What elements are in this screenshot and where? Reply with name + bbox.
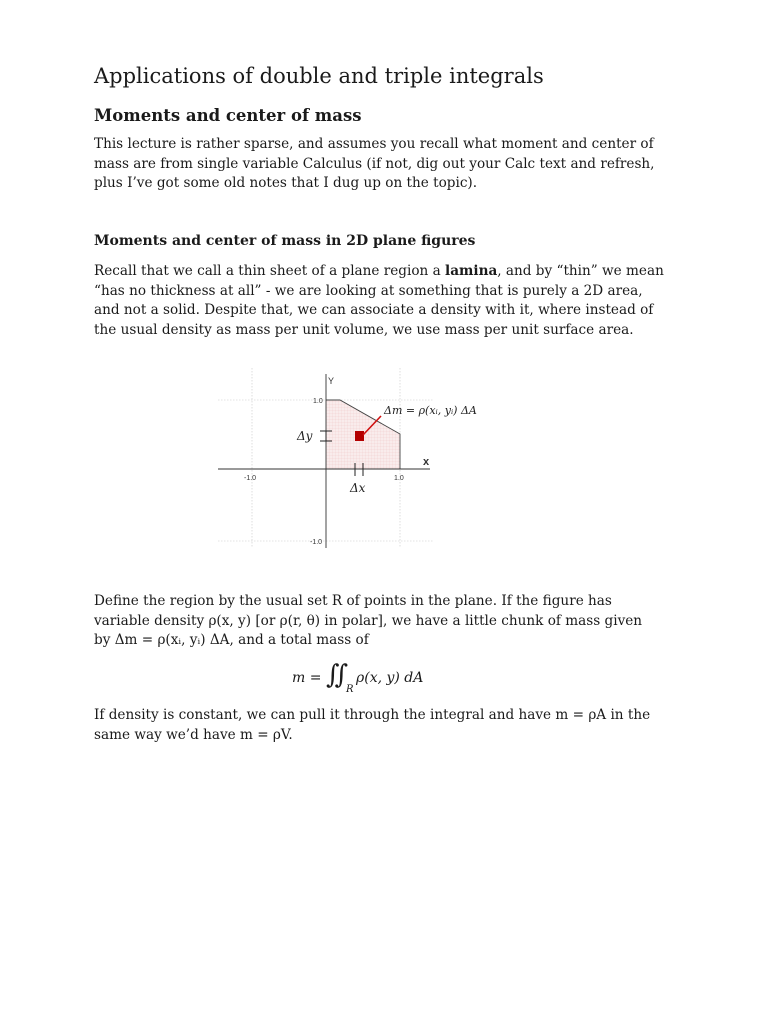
text-span: , and by “thin” we mean <box>497 263 664 279</box>
text-line: the usual density as mass per unit volume, we use mass per unit surface area. <box>94 321 634 338</box>
equation-integrand: ρ(x, y) dA <box>356 670 424 686</box>
double-integral-sign: ∬ <box>326 660 349 690</box>
text-line: by Δm = ρ(xᵢ, yᵢ) ΔA, and a total mass of <box>94 632 369 649</box>
text-line <box>94 262 664 282</box>
tick-label-y-bottom: -1.0 <box>310 539 323 546</box>
tick-label-x-right: 1.0 <box>394 475 404 482</box>
page-title: Applications of double and triple integrals <box>94 64 544 88</box>
section-heading: Moments and center of mass <box>94 106 362 125</box>
text-line: variable density ρ(x, y) [or ρ(r, θ) in polar], we have a little chunk of mass given <box>94 612 643 629</box>
delta-y-label: Δy <box>297 429 313 443</box>
mass-equation <box>290 660 490 700</box>
text-line: and not a solid. Despite that, we can associate a density with it, where instead of <box>94 302 654 319</box>
y-axis-label: Y <box>328 376 335 386</box>
text-span: Recall that we call a thin sheet of a plane region a <box>94 263 446 279</box>
subsection-heading: Moments and center of mass in 2D plane figures <box>94 233 476 249</box>
tick-label-y-top: 1.0 <box>313 398 323 405</box>
intro-paragraph <box>94 135 655 194</box>
text-line: “has no thickness at all” - we are looking at something that is purely a 2D area, <box>94 282 643 299</box>
text-line: plus I’ve got some old notes that I dug up on the topic). <box>94 175 478 192</box>
constant-density-paragraph <box>94 706 651 745</box>
bold-term: lamina <box>445 263 498 279</box>
text-line: If density is constant, we can pull it through the integral and have m = ρA in the <box>94 707 651 723</box>
region-paragraph <box>94 592 643 651</box>
delta-m-label: Δm = ρ(xᵢ, yᵢ) ΔA <box>384 404 477 417</box>
equation-lhs: m = <box>292 670 322 686</box>
delta-x-label: Δx <box>350 481 366 495</box>
x-axis-label: x <box>423 456 430 468</box>
text-line: same way we’d have m = ρV. <box>94 726 293 743</box>
mass-chunk <box>355 431 364 441</box>
lamina-figure <box>218 368 477 548</box>
lamina-paragraph <box>94 262 664 340</box>
tick-label-x-left: -1.0 <box>244 475 257 482</box>
text-line: This lecture is rather sparse, and assumes you recall what moment and center of <box>94 136 654 152</box>
text-line: mass are from single variable Calculus (if not, dig out your Calc text and refresh, <box>94 155 655 172</box>
integral-subscript: R <box>346 684 354 695</box>
text-line: Define the region by the usual set R of points in the plane. If the figure has <box>94 593 612 609</box>
